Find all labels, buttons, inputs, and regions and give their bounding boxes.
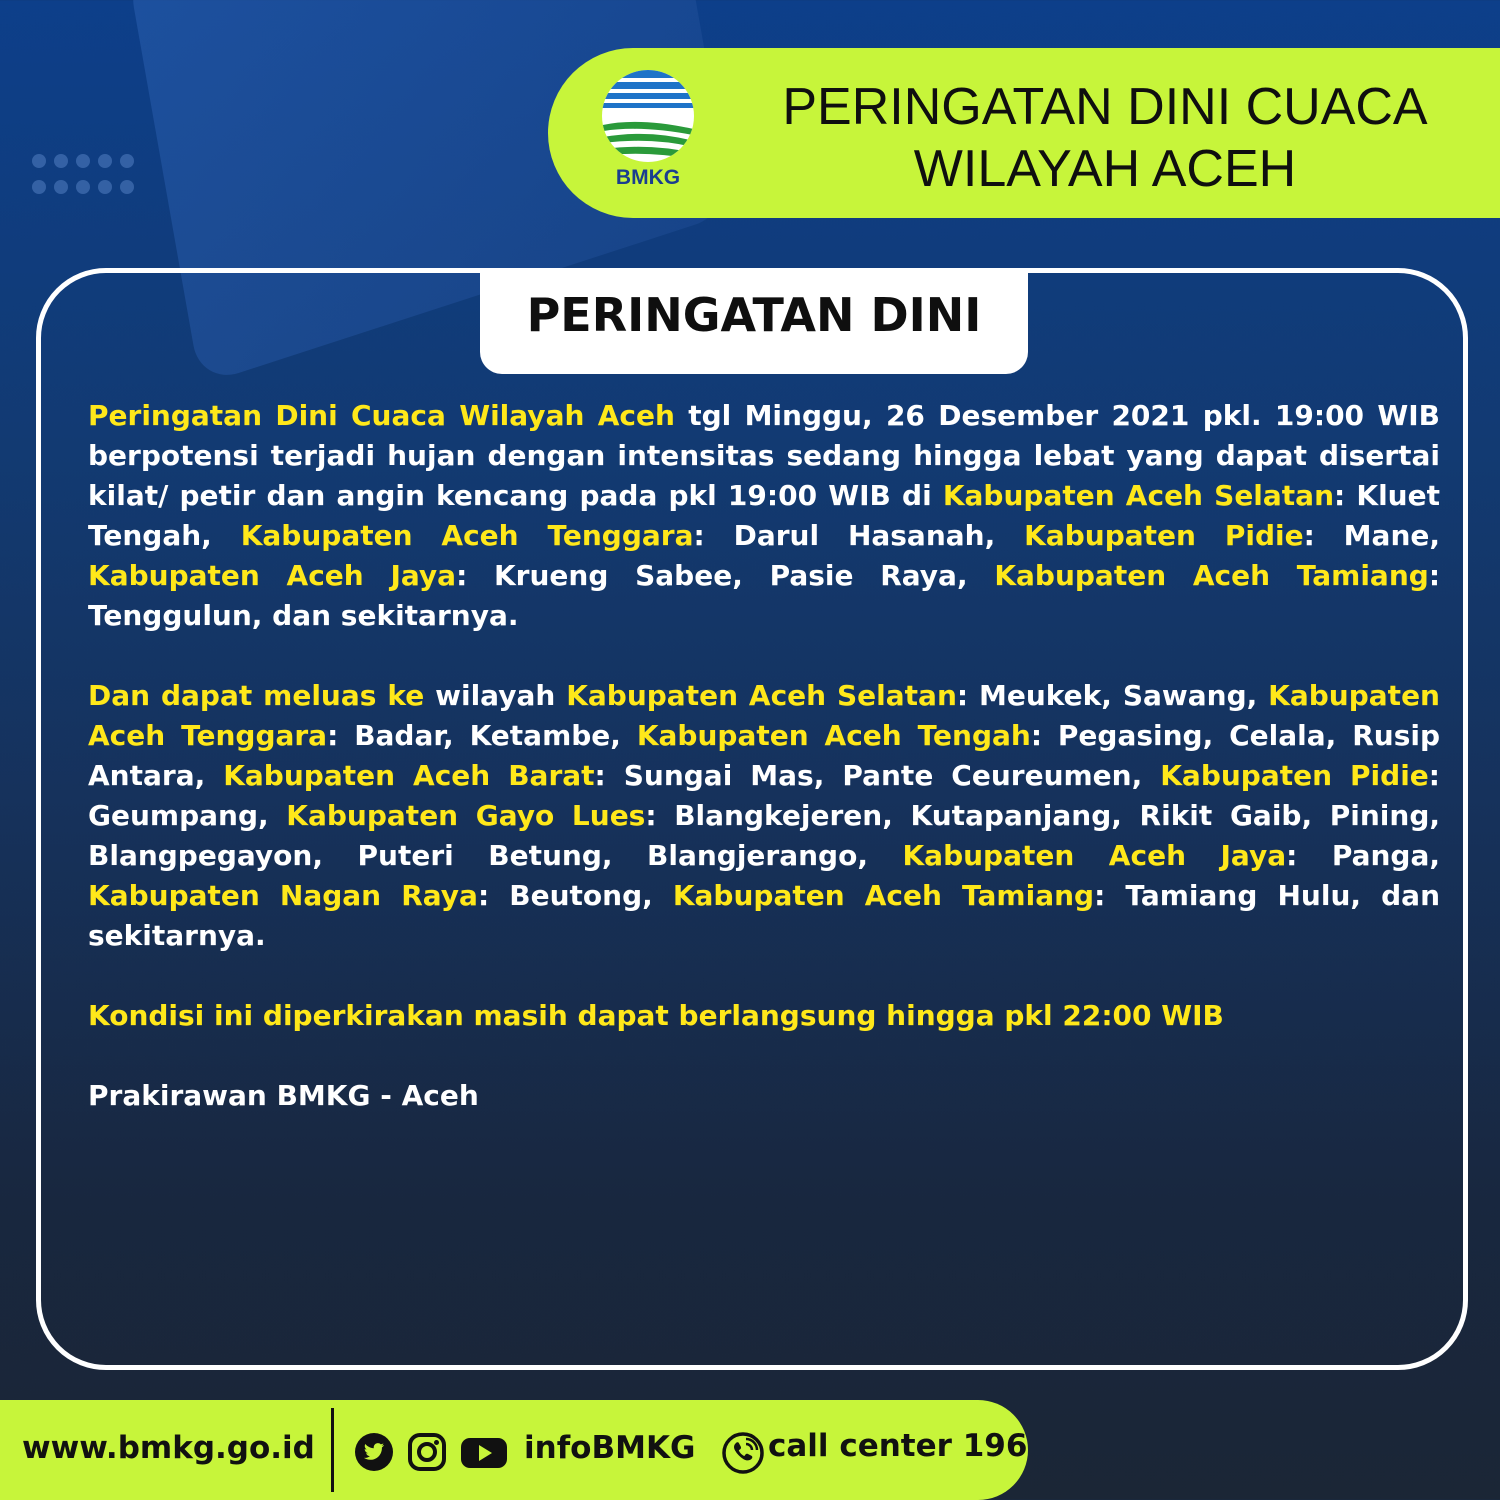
body-text: : Blangkejeren, Kutapanjang, Rikit Gaib, Pining, Blangpegayon, Puteri Betung, Blangjerango, [88, 799, 1441, 872]
website-link[interactable]: www.bmkg.go.id [22, 1430, 315, 1466]
youtube-icon[interactable] [460, 1432, 508, 1472]
highlighted-text: Kabupaten Aceh Selatan [566, 679, 957, 712]
call-center-number[interactable]: call center 196 [768, 1428, 1028, 1464]
highlighted-text: Kabupaten Aceh Selatan [942, 479, 1335, 512]
paragraph-expansion [88, 676, 1440, 956]
highlighted-text: Kabupaten Aceh Tengah [636, 719, 1031, 752]
footer-bar [0, 1400, 1028, 1500]
body-text: : Geumpang, [88, 759, 1440, 832]
highlighted-text: Kabupaten Pidie [1024, 519, 1304, 552]
highlighted-text: Kabupaten Pidie [1160, 759, 1429, 792]
phone-icon [722, 1432, 764, 1474]
body-text: : Beutong, [477, 879, 673, 912]
body-text: : Meukek, Sawang, [956, 679, 1269, 712]
body-text: : Panga, [1286, 839, 1441, 872]
title-line-1: PERINGATAN DINI CUACA [782, 78, 1428, 136]
body-text: : Tenggulun, dan sekitarnya. [88, 559, 1441, 632]
body-text: : Badar, Ketambe, [327, 719, 637, 752]
body-text: : Darul Hasanah, [693, 519, 1025, 552]
body-text: : Sungai Mas, Pante Ceureumen, [594, 759, 1161, 792]
highlighted-text: Kabupaten Aceh Jaya [88, 559, 457, 592]
title-line-2: WILAYAH ACEH [913, 140, 1297, 198]
panel-tab [480, 270, 1028, 374]
bmkg-logo-icon [598, 68, 698, 164]
logo-text: BMKG [615, 166, 681, 189]
social-handle[interactable]: infoBMKG [524, 1430, 696, 1466]
highlighted-text: Kabupaten Nagan Raya [88, 879, 478, 912]
highlighted-text: Kabupaten Aceh Tenggara [88, 679, 1440, 752]
paragraph-duration: Kondisi ini diperkirakan masih dapat berlangsung hingga pkl 22:00 WIB [88, 999, 1224, 1032]
panel-tab-label: PERINGATAN DINI [526, 288, 982, 342]
highlighted-text: Peringatan Dini Cuaca Wilayah Aceh [88, 399, 675, 432]
body-text: : Pegasing, Celala, Rusip Antara, [88, 719, 1440, 792]
body-text: tgl Minggu, 26 Desember 2021 pkl. 19:00 WIB berpotensi terjadi hujan dengan intensitas sedang hingga lebat yang dapat disertai kilat/ petir dan angin kencang pada pkl 19:00 WIB di [88, 399, 1440, 512]
body-text: : Mane, [1303, 519, 1440, 552]
highlighted-text: Dan dapat meluas ke [88, 679, 425, 712]
body-text: : Kluet Tengah, [88, 479, 1440, 552]
warning-content [88, 396, 1440, 1156]
body-text: : Krueng Sabee, Pasie Raya, [456, 559, 995, 592]
paragraph-warning [88, 396, 1440, 636]
body-text: wilayah [424, 679, 567, 712]
highlighted-text: Kabupaten Aceh Jaya [902, 839, 1287, 872]
footer-divider [331, 1408, 334, 1492]
highlighted-text: Kabupaten Aceh Barat [223, 759, 595, 792]
forecaster-signature: Prakirawan BMKG - Aceh [88, 1079, 479, 1112]
body-text: : Tamiang Hulu, dan sekitarnya. [88, 879, 1440, 952]
highlighted-text: Kabupaten Gayo Lues [286, 799, 646, 832]
background-dots-graphic [28, 150, 138, 230]
twitter-icon[interactable] [354, 1432, 394, 1472]
instagram-icon[interactable] [407, 1432, 447, 1472]
bmkg-logo [598, 68, 698, 192]
highlighted-text: Kabupaten Aceh Tamiang [994, 559, 1429, 592]
highlighted-text: Kabupaten Aceh Tenggara [240, 519, 694, 552]
page-title [760, 76, 1450, 200]
highlighted-text: Kabupaten Aceh Tamiang [672, 879, 1095, 912]
